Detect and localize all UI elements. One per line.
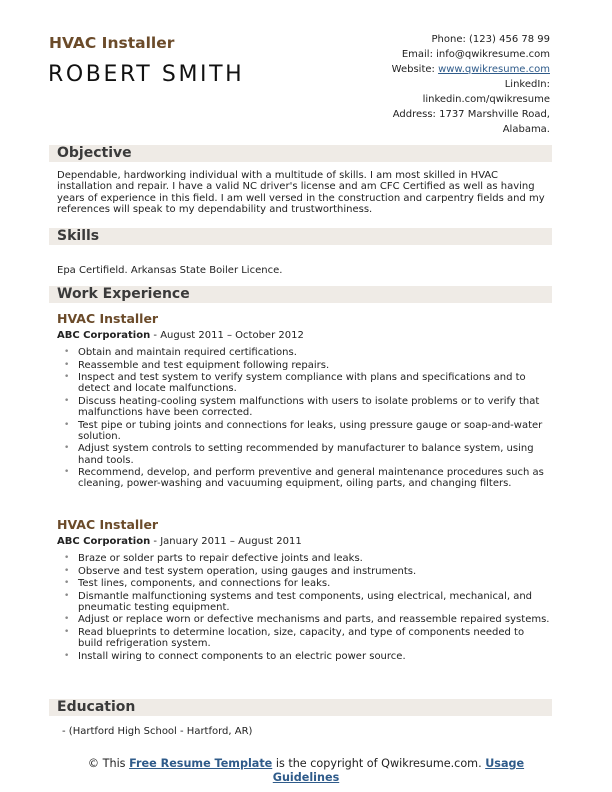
- contact-website: [290, 62, 550, 77]
- list-item: • Read blueprints to determine location, size, capacity, and type of components needed to build refrigeration system.: [57, 627, 551, 649]
- job-dates-1: - August 2011 – October 2012: [150, 330, 304, 341]
- contact-block: [290, 32, 550, 137]
- job-company-line-2: [57, 536, 302, 547]
- job-title-1: HVAC Installer: [57, 311, 159, 326]
- free-resume-template-link[interactable]: Free Resume Template: [129, 757, 273, 770]
- list-item: • Install wiring to connect components to an electric power source.: [57, 651, 551, 662]
- list-item: • Observe and test system operation, using gauges and instruments.: [57, 566, 551, 577]
- list-item: • Dismantle malfunctioning systems and test components, using electrical, mechanical, and pneumatic testing equipment.: [57, 591, 551, 613]
- objective-heading: Objective: [57, 145, 132, 161]
- list-item: • Test lines, components, and connections for leaks.: [57, 578, 551, 589]
- footer: [0, 757, 612, 784]
- skills-section-header: [49, 228, 552, 245]
- usage-guidelines-link-part2[interactable]: Guidelines: [272, 770, 340, 784]
- footer-prefix: © This: [87, 757, 130, 770]
- work-heading: Work Experience: [57, 286, 190, 302]
- list-item: • Obtain and maintain required certifications.: [57, 347, 551, 358]
- footer-copyright-text: is the copyright of Qwikresume.com.: [272, 757, 486, 770]
- job-company-line-1: [57, 330, 304, 341]
- skills-text: Epa Certifield. Arkansas State Boiler Licence.: [57, 265, 283, 276]
- job-company-1: ABC Corporation: [57, 330, 151, 341]
- list-item: • Braze or solder parts to repair defective joints and leaks.: [57, 553, 551, 564]
- education-text: - (Hartford High School - Hartford, AR): [62, 726, 253, 737]
- usage-guidelines-link-part1[interactable]: Usage: [485, 757, 525, 770]
- contact-address-line-1: Address: 1737 Marshville Road,: [392, 109, 550, 120]
- job-dates-2: - January 2011 – August 2011: [150, 536, 302, 547]
- list-item: • Discuss heating-cooling system malfunctions with users to isolate problems or to verify that malfunctions have been corrected.: [57, 396, 551, 418]
- contact-address-line-2: Alabama.: [502, 124, 550, 135]
- contact-linkedin-url: linkedin.com/qwikresume: [422, 94, 550, 105]
- objective-section-header: [49, 145, 552, 162]
- objective-text: Dependable, hardworking individual with a multitude of skills. I am most skilled in HVAC installation and repair. I have a valid NC driver's license and am CFC Certified as well as having years of experience in this field. I am well versed in the construction and carpentry fields and my references will speak to my dependability and trustworthiness.: [57, 170, 545, 215]
- job-company-2: ABC Corporation: [57, 536, 151, 547]
- job-title-2: HVAC Installer: [57, 517, 159, 532]
- job-bullets-2: [57, 553, 551, 663]
- resume-name: ROBERT SMITH: [48, 62, 245, 87]
- contact-website-label: Website:: [391, 64, 439, 75]
- list-item: • Reassemble and test equipment following repairs.: [57, 360, 551, 371]
- education-section-header: [49, 699, 552, 716]
- list-item: • Test pipe or tubing joints and connections for leaks, using pressure gauge or soap-and-water solution.: [57, 420, 551, 442]
- contact-email: Email: info@qwikresume.com: [401, 49, 550, 60]
- list-item: • Inspect and test system to verify system compliance with plans and specifications and to detect and locate malfunctions.: [57, 372, 551, 394]
- list-item: • Recommend, develop, and perform preventive and general maintenance procedures such as cleaning, power-washing and vacuuming equipment, oiling parts, and changing filters.: [57, 467, 551, 489]
- list-item: • Adjust or replace worn or defective mechanisms and parts, and reassemble repaired systems.: [57, 614, 551, 625]
- resume-job-title: HVAC Installer: [49, 34, 175, 52]
- work-section-header: [49, 286, 552, 303]
- contact-linkedin-label: LinkedIn:: [504, 79, 550, 90]
- website-link[interactable]: www.qwikresume.com: [438, 64, 550, 75]
- education-heading: Education: [57, 699, 136, 715]
- list-item: • Adjust system controls to setting recommended by manufacturer to balance system, using hand tools.: [57, 443, 551, 465]
- contact-phone: Phone: (123) 456 78 99: [431, 34, 550, 45]
- skills-heading: Skills: [57, 228, 100, 244]
- job-bullets-1: [57, 347, 551, 491]
